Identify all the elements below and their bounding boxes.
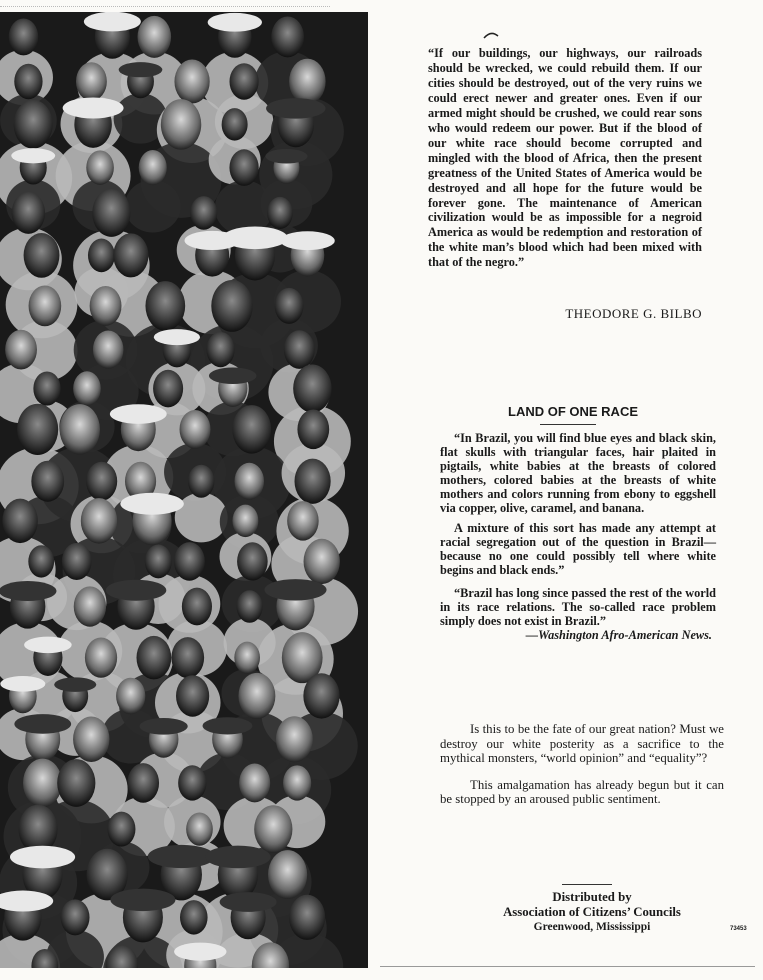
distributor-name: Association of Citizens’ Councils bbox=[503, 905, 681, 919]
bilbo-quote: “If our buildings, our highways, our railroads should be wrecked, we could rebuild them. If our cities should be destroyed, out of the very ruins we could erect newer and greater ones. Even if our armed might should be crushed, we could rear sons who would redeem our power. But if the blood of our white race should become corrupted and mingled with the blood of Africa, then the present greatness of the United States of America would be destroyed and all hope for the future would be forever gone. The maintenance of American civilization would be as impossible for a negroid America as would be redemption and restoration of the white man’s blood which had been mixed with that of the negro.” bbox=[428, 46, 702, 270]
brazil-paragraph: “In Brazil, you will find blue eyes and black skin, flat skulls with triangular faces, hair plaited in pigtails, white babies at the breasts of colored mothers, colored babies at the breasts of white mothers and colors running from ebony to eggshell via copper, olive, caramel, and banana. bbox=[440, 431, 716, 515]
page-edge-bottom bbox=[380, 966, 755, 967]
fold-mark bbox=[483, 30, 499, 40]
crowd-photograph bbox=[0, 12, 368, 968]
brazil-paragraph: “Brazil has long since passed the rest of the world in its race relations. The so-called race problem simply does not exist in Brazil.” bbox=[440, 586, 716, 628]
distributor-city: Greenwood, Mississippi bbox=[533, 921, 651, 933]
catalog-number: 73453 bbox=[730, 926, 747, 932]
distribution-credit bbox=[480, 890, 704, 935]
page-edge-top bbox=[0, 6, 330, 7]
quote-source: —Washington Afro-American News. bbox=[525, 627, 712, 642]
quote-author: THEODORE G. BILBO bbox=[565, 306, 702, 321]
brazil-paragraph: A mixture of this sort has made any attempt at racial segregation out of the question in Brazil—because no one could possibly tell where white begins and black ends.” bbox=[440, 521, 716, 578]
brazil-quote bbox=[440, 432, 716, 643]
distributed-by: Distributed by bbox=[552, 890, 632, 904]
closing-paragraph: This amalgamation has already begun but it can be stopped by an aroused public sentiment. bbox=[440, 777, 724, 807]
closing-paragraph: Is this to be the fate of our great nation? Must we destroy our white posterity as a sacrifice to the mythical monsters, “world opinion” and “equality”? bbox=[440, 722, 724, 766]
section-heading: LAND OF ONE RACE bbox=[508, 404, 638, 419]
distribution-rule bbox=[562, 884, 612, 885]
heading-rule bbox=[540, 424, 596, 425]
crowd-photo-illustration bbox=[0, 12, 368, 968]
closing-text bbox=[440, 722, 724, 807]
